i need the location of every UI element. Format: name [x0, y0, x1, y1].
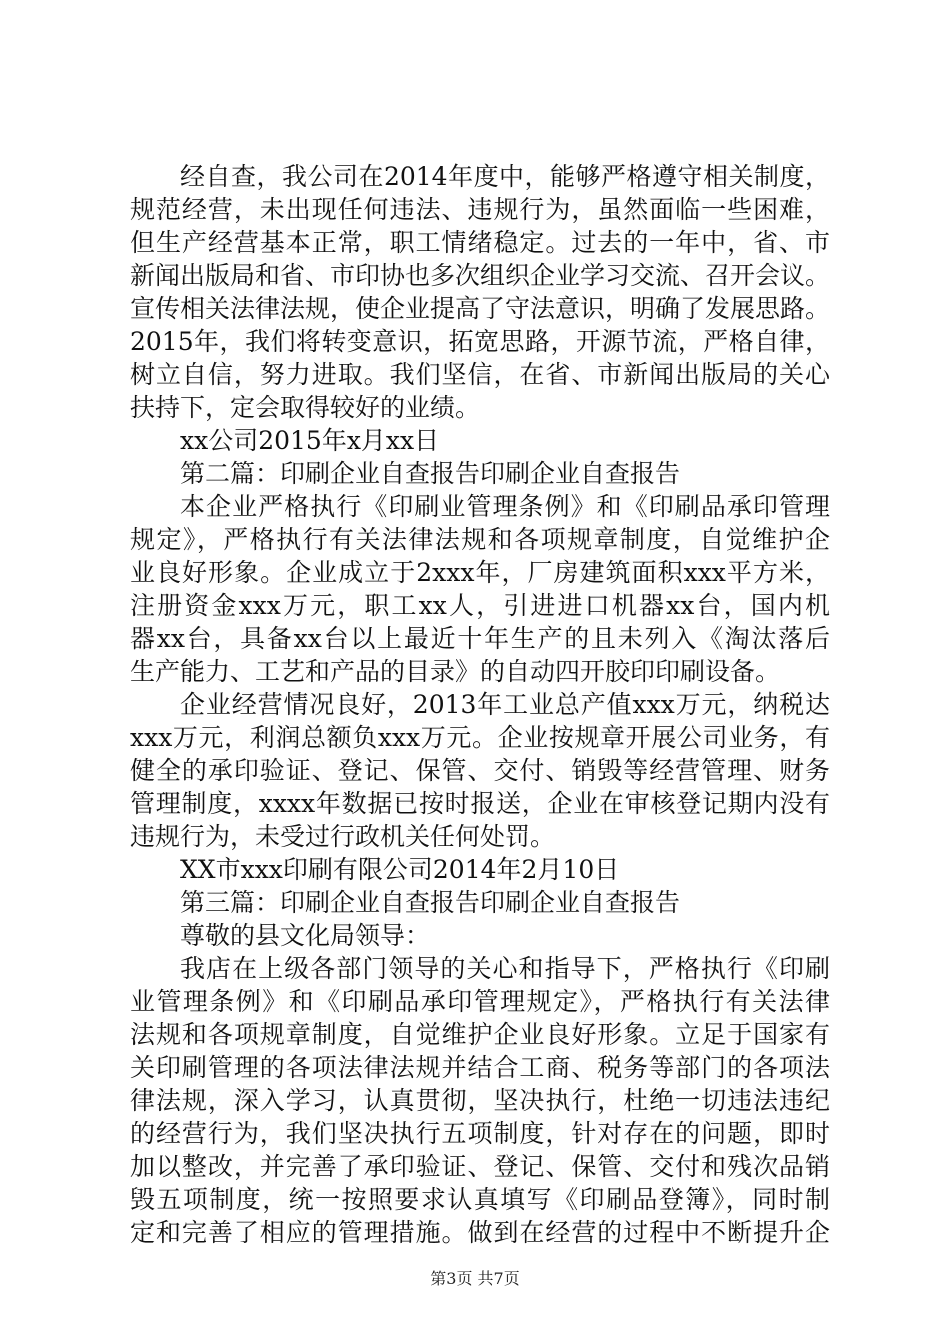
text-line: 毁五项制度，统一按照要求认真填写《印刷品登簿》，同时制 [130, 1185, 830, 1214]
document-page [130, 160, 830, 1249]
text-line: 法规和各项规章制度，自觉维护企业良好形象。立足于国家有 [130, 1020, 830, 1049]
page-number: 第3页 共7页 [430, 1269, 520, 1288]
text-line: 注册资金xxx万元，职工xx人，引进进口机器xx台，国内机 [130, 591, 830, 620]
text-line: 健全的承印验证、登记、保管、交付、销毁等经营管理、财务 [130, 756, 830, 785]
signature-line: xx公司2015年x月xx日 [180, 426, 440, 455]
signature-block [130, 424, 830, 457]
text-line: 企业经营情况良好，2013年工业总产值xxx万元，纳税达 [180, 690, 830, 719]
paragraph-enterprise [130, 490, 830, 688]
section-heading [130, 886, 830, 919]
text-line: 本企业严格执行《印刷业管理条例》和《印刷品承印管理 [180, 492, 830, 521]
text-line: 业管理条例》和《印刷品承印管理规定》，严格执行有关法律 [130, 987, 830, 1016]
text-line: 定和完善了相应的管理措施。做到在经营的过程中不断提升企 [130, 1218, 830, 1247]
text-line: 业良好形象。企业成立于2xxx年，厂房建筑面积xxx平方米， [130, 558, 830, 587]
salutation-line: 尊敬的县文化局领导： [180, 921, 431, 950]
text-line: 的经营行为，我们坚决执行五项制度，针对存在的问题，即时 [130, 1119, 830, 1148]
text-line: 2015年，我们将转变意识，拓宽思路，开源节流，严格自律， [130, 327, 830, 356]
text-line: 但生产经营基本正常，职工情绪稳定。过去的一年中，省、市 [130, 228, 830, 257]
section-heading [130, 457, 830, 490]
text-line: 管理制度，xxxx年数据已按时报送，企业在审核登记期内没有 [130, 789, 830, 818]
text-line: xxx万元，利润总额负xxx万元。企业按规章开展公司业务，有 [130, 723, 830, 752]
text-line: 规范经营，未出现任何违法、违规行为，虽然面临一些困难， [130, 195, 830, 224]
paragraph-operations [130, 688, 830, 853]
text-line: 违规行为，未受过行政机关任何处罚。 [130, 822, 556, 851]
heading-line: 第二篇：印刷企业自查报告印刷企业自查报告 [180, 459, 681, 488]
text-line: 生产能力、工艺和产品的目录》的自动四开胶印印刷设备。 [130, 657, 781, 686]
text-line: 经自查，我公司在2014年度中，能够严格遵守相关制度， [180, 162, 830, 191]
text-line: 规定》，严格执行有关法律法规和各项规章制度，自觉维护企 [130, 525, 830, 554]
text-line: 器xx台，具备xx台以上最近十年生产的且未列入《淘汰落后 [130, 624, 830, 653]
text-line: 加以整改，并完善了承印验证、登记、保管、交付和残次品销 [130, 1152, 830, 1181]
salutation [130, 919, 830, 952]
text-line: 树立自信，努力进取。我们坚信，在省、市新闻出版局的关心 [130, 360, 830, 389]
signature-line: XX市xxx印刷有限公司2014年2月10日 [180, 855, 620, 884]
text-line: 扶持下，定会取得较好的业绩。 [130, 393, 481, 422]
paragraph-store [130, 952, 830, 1249]
text-line: 新闻出版局和省、市印协也多次组织企业学习交流、召开会议。 [130, 261, 831, 290]
text-line: 我店在上级各部门领导的关心和指导下，严格执行《印刷 [180, 954, 830, 983]
paragraph-self-inspection [130, 160, 830, 424]
text-line: 律法规，深入学习，认真贯彻，坚决执行，杜绝一切违法违纪 [130, 1086, 830, 1115]
signature-block [130, 853, 830, 886]
text-line: 关印刷管理的各项法律法规并结合工商、税务等部门的各项法 [130, 1053, 830, 1082]
heading-line: 第三篇：印刷企业自查报告印刷企业自查报告 [180, 888, 681, 917]
text-line: 宣传相关法律法规，使企业提高了守法意识，明确了发展思路。 [130, 294, 831, 323]
